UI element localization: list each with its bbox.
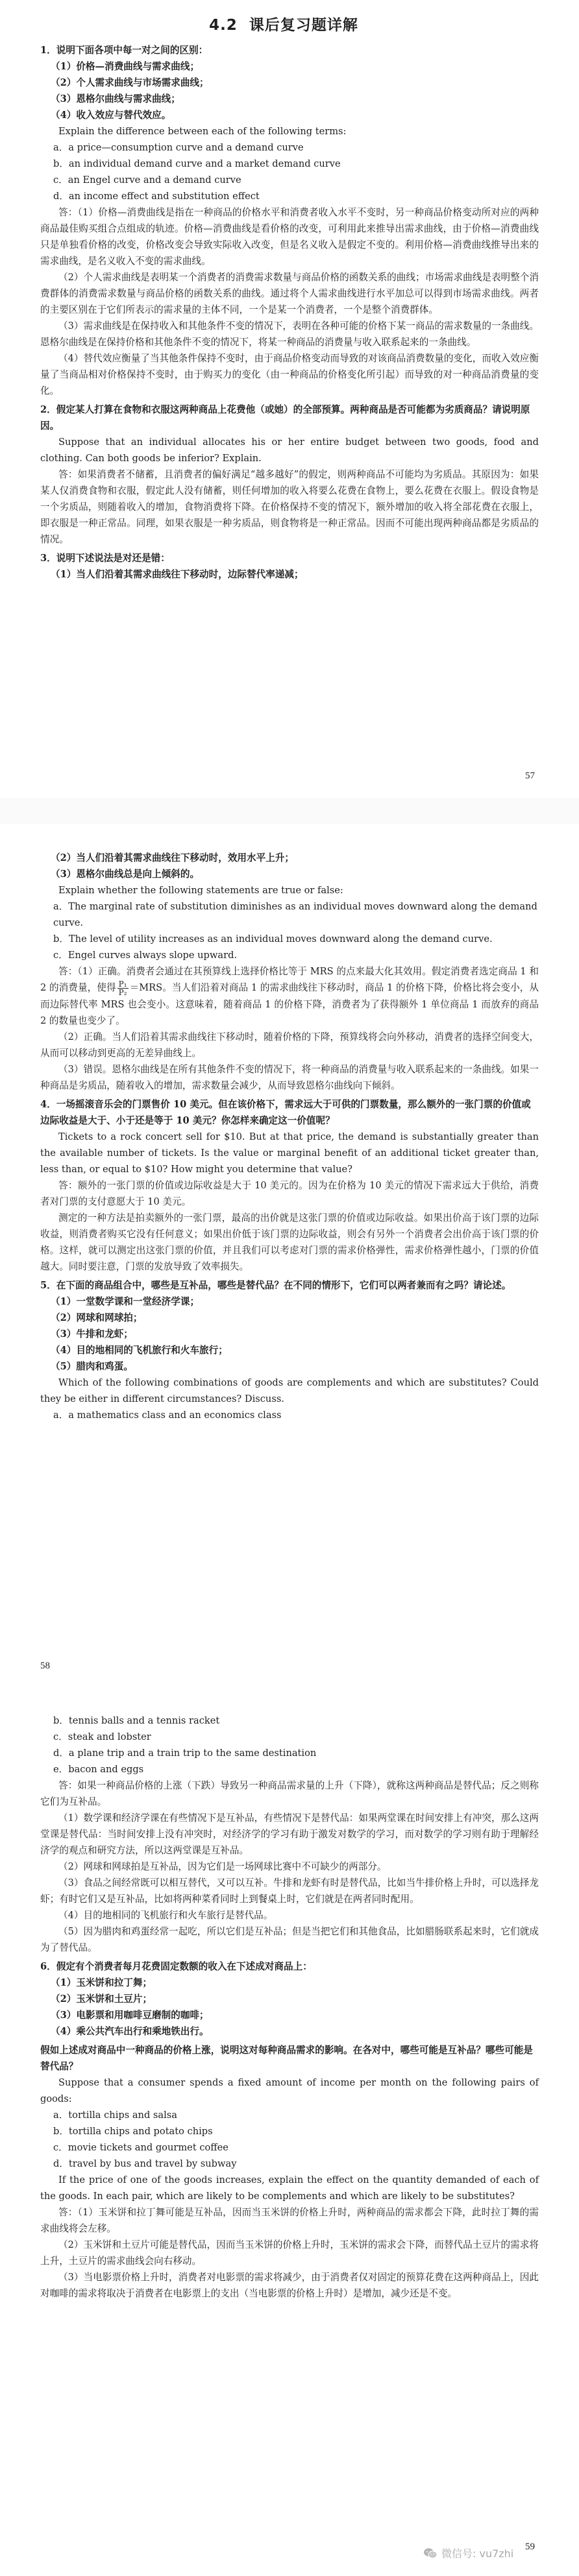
question-6-english-item: d．travel by bus and travel by subway [53,2158,237,2169]
question-6-item: （4）乘公共汽车出行和乘地铁出行。 [51,2026,209,2037]
answer-5-part-5: （5）因为腊肉和鸡蛋经常一起吃，所以它们是互补品；但是当把它们和其他食品，比如腊肠联系起来时，它们就成为了替代品。 [40,1926,539,1953]
fraction-numerator: P₁ [118,979,127,989]
answer-1-part-3: （3）需求曲线是在保持收入和其他条件不变的情况下，表明在各种可能的价格下某一商品的需求数量的一条曲线。恩格尔曲线是在保持价格和其他条件不变的情况下，将某一种商品的消费量与收入联系起来的一条曲线。 [40,320,539,348]
page-number: 59 [525,2542,535,2552]
answer-5-part-2: （2）网球和网球拍是互补品，因为它们是一场网球比赛中不可缺少的两部分。 [58,1861,387,1872]
question-3-item: （3）恩格尔曲线总是向上倾斜的。 [51,869,200,880]
question-5-english-item: a．a mathematics class and an economics class [53,1409,282,1421]
page-number: 58 [40,1661,50,1671]
answer-3-part-1-text-a: 答：（1）正确。消费者会通过在其预算线上选择价格比等于 MRS 的点来最大化其效用。假定消费者选定商品 1 和 2 的消费量，使得 [40,966,539,993]
answer-6-part-2: （2）玉米饼和土豆片可能是替代品，因而当玉米饼的价格上升时，玉米饼的需求会下降，而替代品土豆片的需求将上升，土豆片的需求曲线会向右移动。 [40,2239,539,2267]
question-6-english: Suppose that a consumer spends a fixed amount of income per month on the following pairs of goods: [40,2077,539,2104]
question-4: 4．一场摇滚音乐会的门票售价 10 美元。但在该价格下，需求远大于可供的门票数量，那么额外的一张门票的价值或边际收益是大于、小于还是等于 10 美元？你怎样来确定这一价值呢？ [40,1098,531,1126]
page-58 [0,824,579,1687]
section-heading: 课后复习题详解 [249,17,358,34]
page-57 [0,0,579,798]
question-6-english-item: c．movie tickets and gourmet coffee [53,2142,228,2153]
question-5-item: （4）目的地相同的飞机旅行和火车旅行； [51,1344,228,1356]
page-gap [0,798,579,824]
question-1-item: （3）恩格尔曲线与需求曲线； [51,93,180,104]
question-1-english-item: d．an income effect and substitution effect [53,191,260,202]
answer-6-part-3: （3）当电影票价格上升时，消费者对电影票的需求将减少，由于消费者仅对固定的预算花费在这两种商品上，因此对咖啡的需求将取决于消费者在电影票上的支出（当电影票的价格上升时）是增加，减少还是不变。 [40,2272,539,2299]
question-3-english-item: c．Engel curves always slope upward. [53,950,238,961]
section-title [40,13,539,34]
answer-4-part-2: 测定的一种方法是拍卖额外的一张门票，最高的出价就是这张门票的价值或边际收益。如果出价高于该门票的边际收益，则消费者购买它没有任何意义；如果出价低于该门票的边际收益，则会有另外一个消费者会出价高于该门票的价格。这样，就可以测定出这张门票的价值，并且我们可以考虑对门票的需求价格弹性，需求价格弹性越小，门票的价值越大。同时要注意，门票的发放导致了效率损失。 [40,1212,539,1272]
answer-1-part-2: （2）个人需求曲线是表明某一个消费者的消费需求数量与商品价格的函数关系的曲线；市场需求曲线是表明整个消费群体的消费需求数量与商品价格的函数关系的曲线。通过将个人需求曲线进行水平加总可以得到市场需求曲线。两者的主要区别在于它们所表示的需求量的主体不同，一个是某一个消费者，一个是整个消费群体。 [40,272,539,315]
answer-5-intro: 答：如果一种商品价格的上涨（下跌）导致另一种商品需求量的上升（下降），就称这两种商品是替代品；反之则称它们为互补品。 [40,1780,539,1807]
fraction-denominator: P₂ [118,987,127,997]
answer-6-part-1: 答：（1）玉米饼和拉丁舞可能是互补品，因而当玉米饼的价格上升时，两种商品的需求都会下降，此时拉丁舞的需求曲线将会左移。 [40,2207,539,2234]
question-5-item: （1）一堂数学课和一堂经济学课； [51,1295,200,1307]
question-1-english-item: b．an individual demand curve and a market demand curve [53,158,341,169]
question-2: 2．假定某人打算在食物和衣服这两种商品上花费他（或她）的全部预算。两种商品是否可能都为劣质商品？请说明原因。 [40,404,530,431]
question-6-english-item: b．tortilla chips and potato chips [53,2126,213,2137]
question-3-item: （1）当人们沿着其需求曲线往下移动时，边际替代率递减； [51,569,304,580]
answer-5-part-4: （4）目的地相同的飞机旅行和火车旅行是替代品。 [58,1910,273,1921]
question-1-item: （1）价格—消费曲线与需求曲线； [51,61,200,72]
question-5-english-item: c．steak and lobster [53,1731,151,1742]
question-3-item: （2）当人们沿着其需求曲线往下移动时，效用水平上升； [51,852,295,863]
page-number: 57 [525,771,535,781]
answer-3-part-3: （3）错误。恩格尔曲线是在所有其他条件不变的情况下，将一种商品的消费量与收入联系起来的一条曲线。如果一种商品是劣质品，随着收入的增加，需求数量会减少，从而导致恩格尔曲线向下倾斜。 [40,1063,539,1091]
question-3-english-item: b．The level of utility increases as an individual moves downward along the demand curve. [53,933,493,945]
question-6-item: （1）玉米饼和拉丁舞； [51,1977,153,1988]
question-6: 6．假定有个消费者每月花费固定数额的收入在下述成对商品上： [40,1961,312,1972]
question-5-english: Which of the following combinations of goods are complements and which are substitutes? Could they be either in different circumstances? Discuss. [40,1377,539,1404]
question-5-item: （3）牛排和龙虾； [51,1328,133,1340]
wechat-icon [423,2547,437,2559]
answer-3-part-2: （2）正确。当人们沿着其需求曲线往下移动时，随着价格的下降，预算线将会向外移动，消费者的选择空间变大，从而可以移动到更高的无差异曲线上。 [40,1031,539,1059]
answer-1-part-1: 答：（1）价格—消费曲线是指在一种商品的价格水平和消费者收入水平不变时，另一种商品价格变动所对应的两种商品最佳购买组合点组成的轨迹。价格—消费曲线是看价格的改变，可利用此来推导出需求曲线，由于价格—消费曲线只是单独看价格的改变，价格改变会导致实际收入改变，但是名义收入是假定不变的。利用价格—消费曲线推导出来的需求曲线，是名义收入不变的需求曲线。 [40,207,539,267]
question-6-item: （3）电影票和用咖啡豆磨制的咖啡； [51,2010,209,2021]
answer-5-part-3: （3）食品之间经常既可以相互替代，又可以互补。牛排和龙虾有时是替代品，比如当牛排价格上升时，可以选择龙虾；有时它们又是互补品，比如将两种菜肴同时上到餐桌上时，它们就是在两者同时配用。 [40,1877,539,1905]
watermark [423,2546,513,2560]
question-5: 5．在下面的商品组合中，哪些是互补品，哪些是替代品？在不同的情形下，它们可以两者兼而有之吗？请论述。 [40,1279,511,1291]
question-1-item: （2）个人需求曲线与市场需求曲线； [51,77,209,88]
question-5-english-item: b．tennis balls and a tennis racket [53,1715,220,1726]
answer-5-part-1: （1）数学课和经济学课在有些情况下是互补品，有些情况下是替代品：如果两堂课在时间安排上有冲突，那么这两堂课是替代品：当时间安排上没有冲突时，对经济学的学习有助于激发对数学的学习，而对数学的学习则有助于理解经济学的观点和研究方法，所以这两堂课是互补品。 [40,1812,539,1856]
question-3-english: Explain whether the following statements are true or false: [58,885,343,896]
section-number: 4.2 [209,17,238,34]
question-6-item: （2）玉米饼和土豆片； [51,1993,153,2004]
answer-1-part-4: （4）替代效应衡量了当其他条件保持不变时，由于商品价格变动而导致的对该商品消费数量的变化，而收入效应衡量了当商品相对价格保持不变时，由于购买力的变化（由一种商品的价格变化所引起）而导致的对一种商品消费量的变化。 [40,353,539,396]
question-3: 3．说明下述说法是对还是错： [40,553,170,564]
question-1: 1．说明下面各项中每一对之间的区别： [40,45,208,56]
question-1-english-item: a．a price—consumption curve and a demand curve [53,142,304,153]
question-3-english-item: a．The marginal rate of substitution diminishes as an individual moves downward along the demand curve. [53,901,537,928]
page-59 [0,1687,579,2576]
watermark-text: 微信号: vu7zhi [441,2547,514,2560]
question-5-item: （5）腊肉和鸡蛋。 [51,1360,133,1372]
question-1-item: （4）收入效应与替代效应。 [51,110,171,121]
price-ratio-fraction [117,980,129,996]
answer-3-part-1-text-b: ＝MRS。当人们沿着对商品 1 的需求曲线往下移动时，商品 1 的价格下降，价格比将会变小，从而边际替代率 MRS 也会变小。这意味着，随着商品 1 的价格下降，消费者为了获得额外 1 单位商品 1 而放弃的商品 2 的数量也变少了。 [40,982,539,1026]
question-6-english-item: a．tortilla chips and salsa [53,2110,177,2121]
answer-2: 答：如果消费者不储蓄，且消费者的偏好满足“越多越好”的假定，则两种商品不可能均为劣质品。其原因为：如果某人仅消费食物和衣服，假定此人没有储蓄，则任何增加的收入将要么花费在食物上，要么花费在衣服上。假设食物是一个劣质品，则随着收入的增加，食物消费将下降。在价格保持不变的情况下，额外增加的收入将全部花费在衣服上，即衣服是一种正常品。同理，如果衣服是一种劣质品，则食物将是一种正常品。因而不可能出现两种商品都是劣质品的情况。 [40,469,539,545]
answer-4-part-1: 答：额外的一张门票的价值或边际收益是大于 10 美元的。因为在价格为 10 美元的情况下需求远大于供给，消费者对门票的支付意愿大于 10 美元。 [40,1179,539,1207]
question-5-english-item: d．a plane trip and a train trip to the same destination [53,1748,317,1759]
question-6-prompt: 假如上述成对商品中一种商品的价格上涨，说明这对每种商品需求的影响。在各对中，哪些可能是互补品？哪些可能是替代品？ [40,2045,533,2072]
question-1-english-item: c．an Engel curve and a demand curve [53,175,241,186]
question-5-item: （2）网球和网球拍； [51,1312,143,1323]
question-6-english-prompt: If the price of one of the goods increases, explain the effect on the quantity demanded of each of the goods. In each pair, which are likely to be complements and which are likely to be substitutes? [40,2174,539,2202]
question-1-english: Explain the difference between each of the following terms: [58,126,347,137]
question-4-english: Tickets to a rock concert sell for $10. But at that price, the demand is substantially greater than the available number of tickets. Is the value or marginal benefit of an additional ticket greater than, less than, or equal to $10? How might you determine that value? [40,1131,539,1175]
answer-3-part-1 [40,963,539,1029]
question-2-english: Suppose that an individual allocates his or her entire budget between two goods, food and clothing. Can both goods be inferior? Explain. [40,437,539,464]
question-5-english-item: e．bacon and eggs [53,1764,144,1775]
